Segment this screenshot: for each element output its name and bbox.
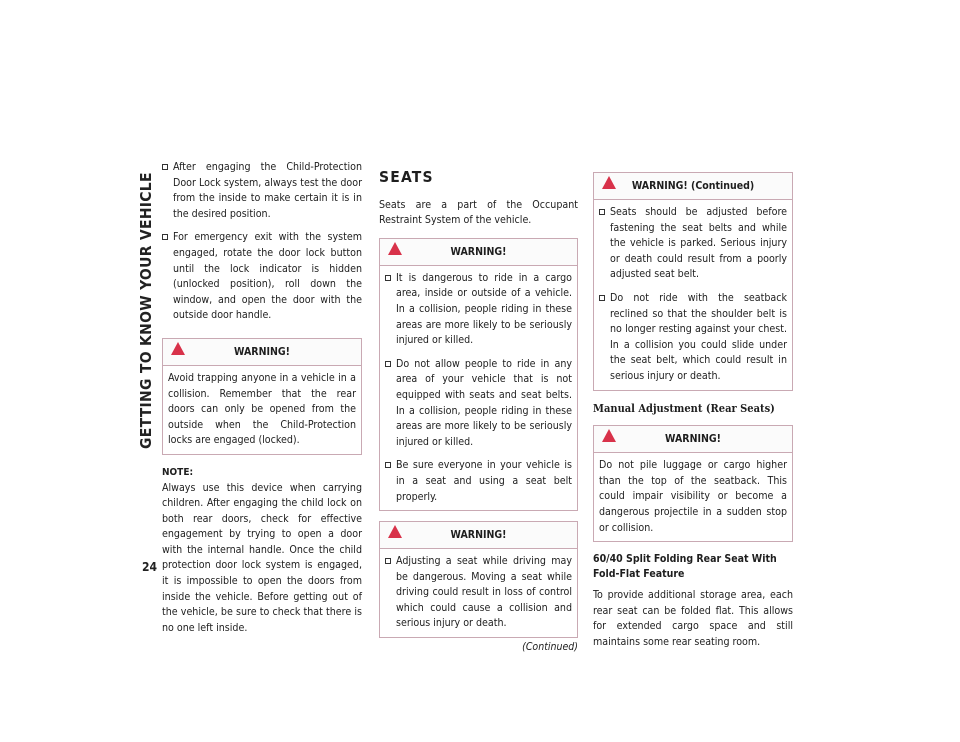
list-item: It is dangerous to ride in a cargo area, inside or outside of a vehicle. In a collision, people riding in these areas are more likely to be seriously injured or killed. [385,271,572,349]
warning-box [162,338,362,455]
warning-triangle-icon [388,242,402,255]
note-text: Always use this device when carrying children. After engaging the child lock on both rear doors, check for effective engagement by trying to open a door with the internal handle. Once the child protection door lock system is engaged, it is impossible to open the doors from inside the vehicle. Before getting out of the vehicle, be sure to check that there is no one left inside. [162,481,362,634]
warning-header [380,239,577,266]
section-heading: SEATS [379,168,434,186]
warning-header [380,522,577,549]
subsection-heading: 60/40 Split Folding Rear Seat With Fold-Flat Feature [593,553,777,581]
warning-text: Avoid trapping anyone in a vehicle in a collision. Remember that the rear doors can only be opened from the outside when the Child-Protection locks are engaged (locked). [168,371,356,447]
intro-text: Seats are a part of the Occupant Restraint System of the vehicle. [379,198,578,227]
warning-box [593,172,793,391]
warning-title: WARNING! (Continued) [631,180,755,192]
list-item: Adjusting a seat while driving may be dangerous. Moving a seat while driving could result in loss of control which could cause a collision and serious injury or death. [385,554,572,632]
warning-title: WARNING! [665,433,721,446]
warning-header [163,339,361,366]
warning-triangle-icon [602,429,616,442]
list-item: For emergency exit with the system engaged, rotate the door lock button until the lock indicator is hidden (unlocked position), roll down the window, and open the door with the outside door handle. [162,230,362,324]
column-2 [379,160,578,656]
list-item: Do not allow people to ride in any area of your vehicle that is not equipped with seats and seat belts. In a collision, people riding in these areas are more likely to be seriously injured or killed. [385,357,572,451]
subsection-heading: Manual Adjustment (Rear Seats) [593,401,775,415]
warning-title: WARNING! [450,245,507,258]
column-1 [162,160,362,636]
section-tab: GETTING TO KNOW YOUR VEHICLE [137,172,155,449]
warning-header [594,426,792,453]
warning-box [379,521,578,638]
warning-title: WARNING! [450,529,507,542]
warning-triangle-icon [171,342,185,355]
warning-text: Do not pile luggage or cargo higher than the top of the seatback. This could impair visibility or become a dangerous projectile in a sudden stop or collision. [599,459,787,534]
warning-box [593,425,793,542]
list-item: Seats should be adjusted before fastening the seat belts and while the vehicle is parked. Serious injury or death could result from a poorly adjusted seat belt. [599,205,787,283]
column-3 [593,172,793,650]
list-item: Be sure everyone in your vehicle is in a seat and using a seat belt properly. [385,458,572,505]
warning-box [379,238,578,511]
warning-triangle-icon [388,525,402,538]
note-label: NOTE: [162,466,194,478]
warning-header [594,173,792,200]
list-item: After engaging the Child-Protection Door Lock system, always test the door from the inside to make certain it is in the desired position. [162,160,362,222]
warning-title: WARNING! [234,345,290,358]
paragraph: To provide additional storage area, each rear seat can be folded flat. This allows for extended cargo space and still maintains some rear seating room. [593,589,793,648]
warning-triangle-icon [602,176,616,189]
page-number: 24 [142,560,158,574]
continued-label: (Continued) [522,641,578,654]
list-item: Do not ride with the seatback reclined so that the shoulder belt is no longer resting against your chest. In a collision you could slide under the seat belt, which could result in serious injury or death. [599,291,787,385]
